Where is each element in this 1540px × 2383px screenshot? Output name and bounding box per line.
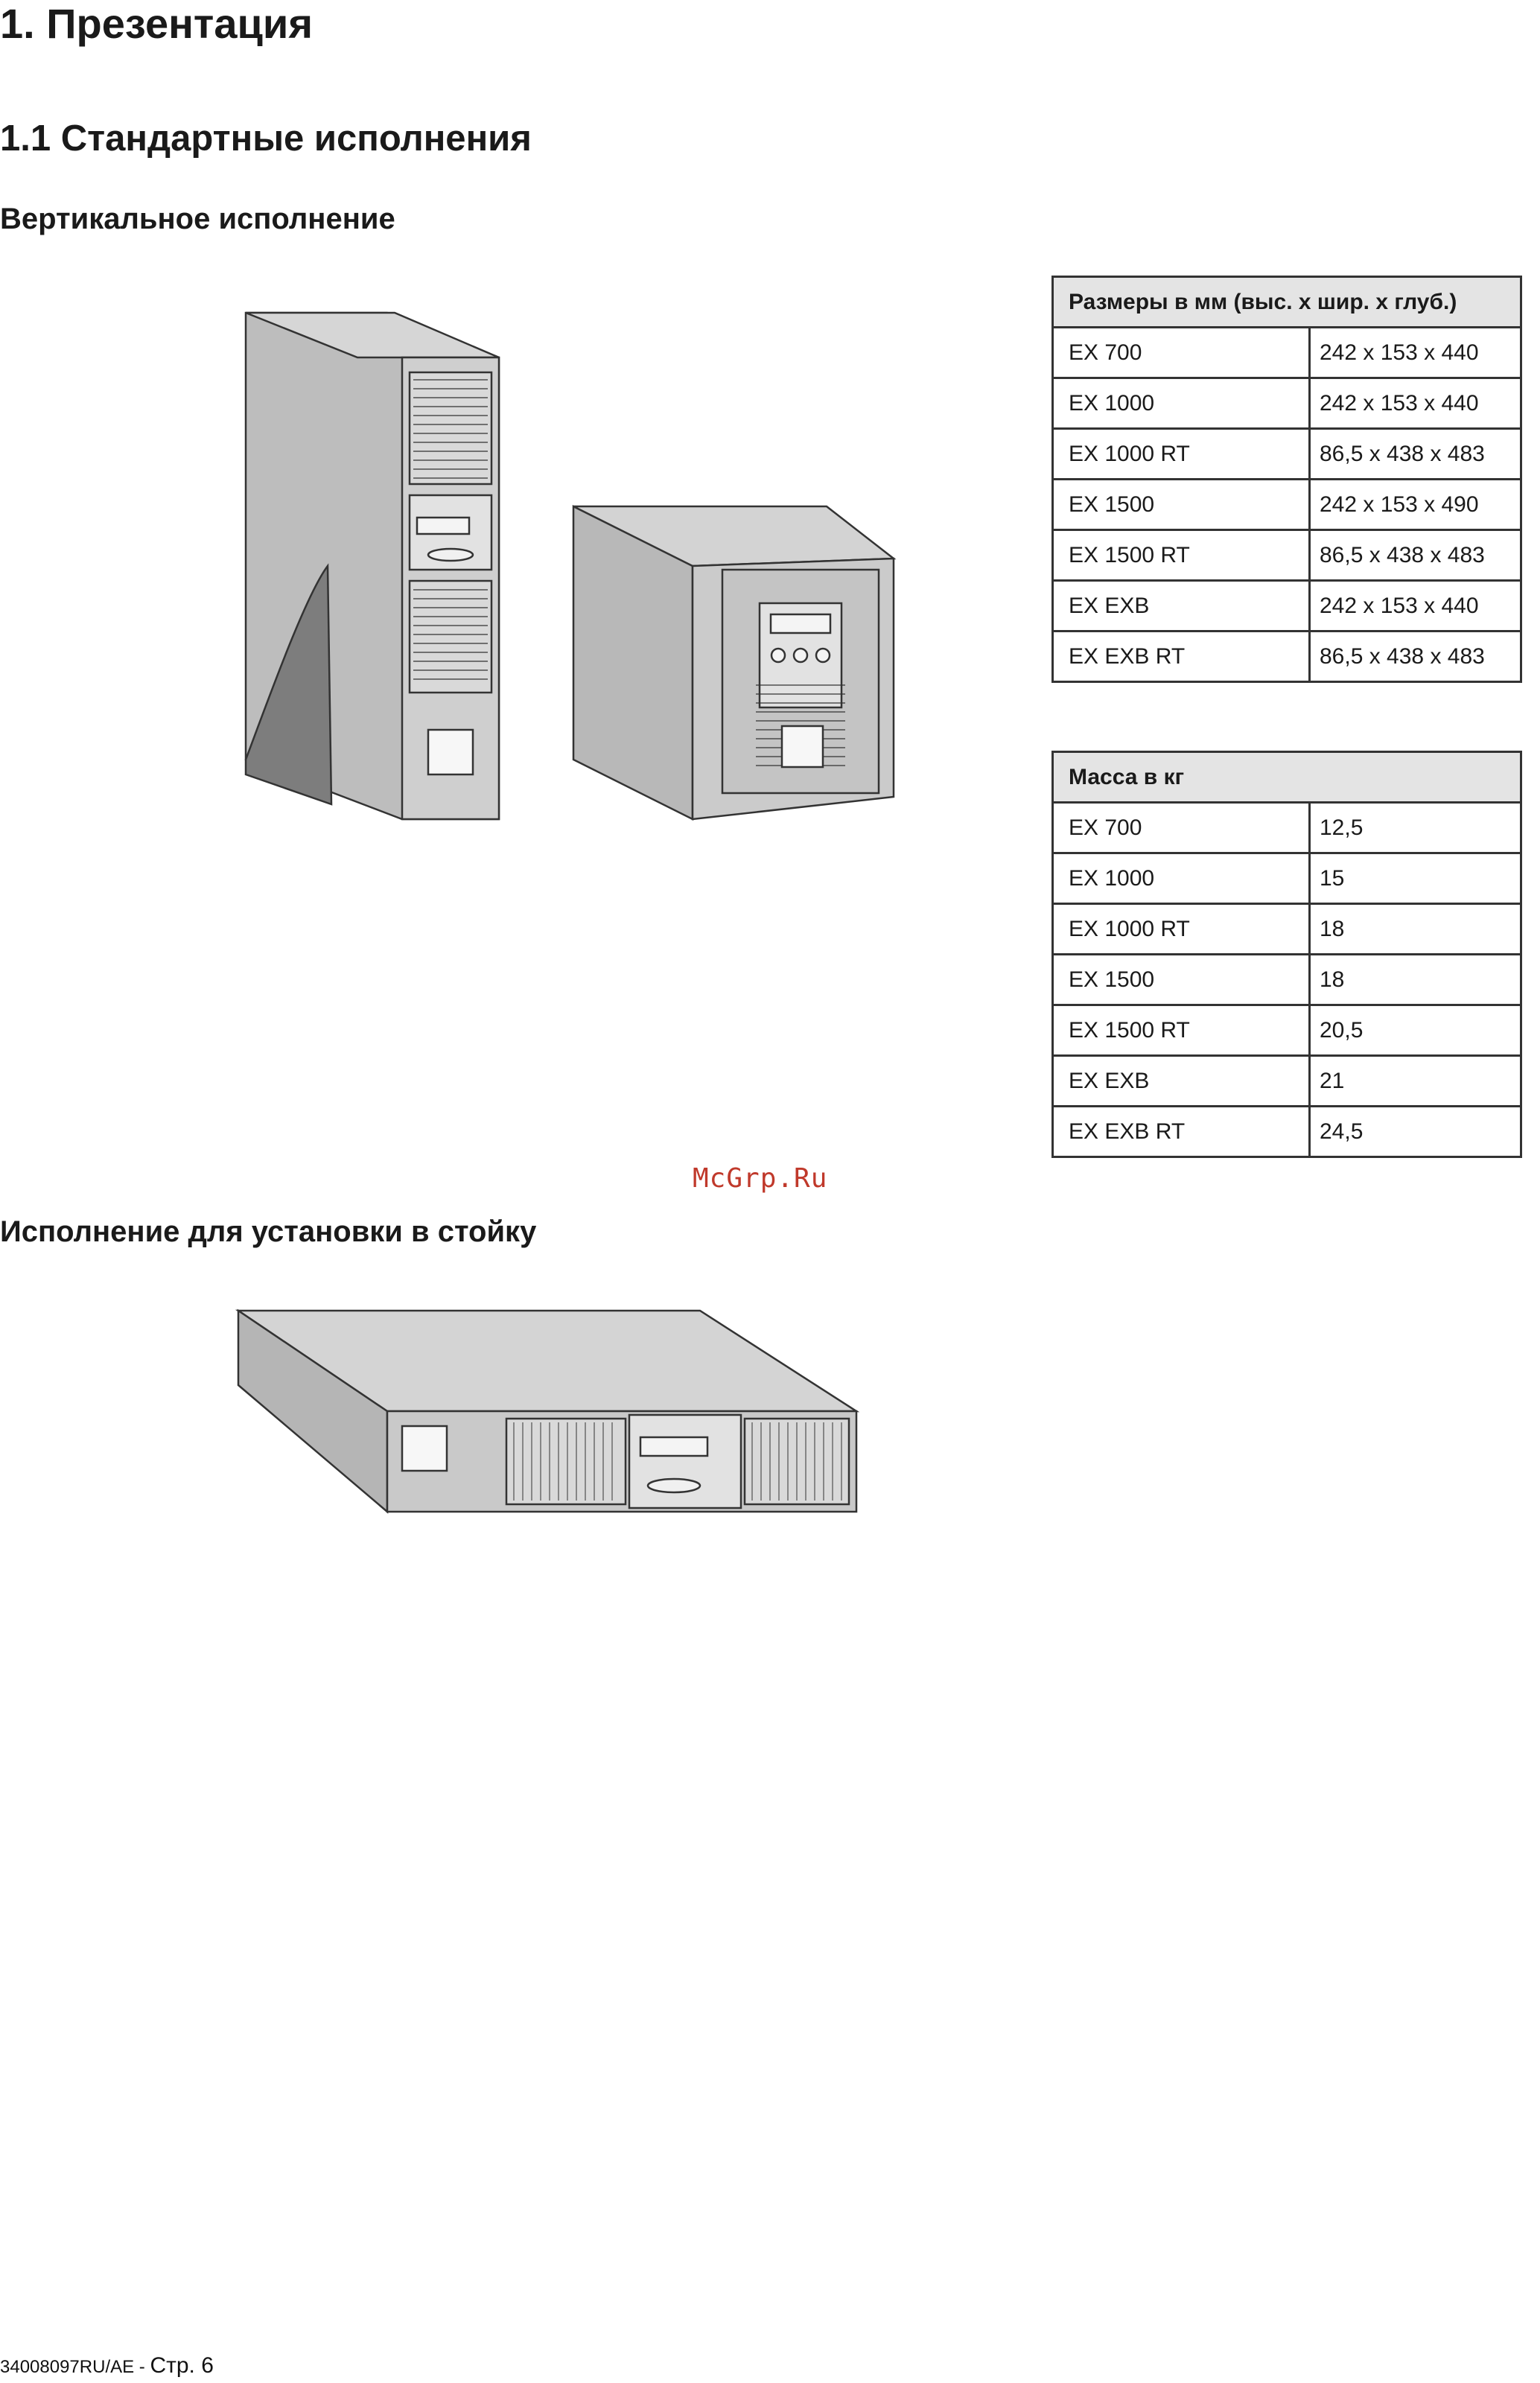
table-row [1053,1107,1521,1157]
page-title: 1. Презентация [0,0,314,47]
value-cell: 242 x 153 x 440 [1310,378,1521,429]
value-cell: 12,5 [1310,803,1521,853]
model-cell: EX EXB [1053,581,1310,631]
value-cell: 242 x 153 x 440 [1310,581,1521,631]
table-row [1053,530,1521,581]
footer-separator: - [134,2357,150,2377]
table-row [1053,429,1521,480]
table-row [1053,1056,1521,1107]
table-row [1053,631,1521,682]
model-cell: EX EXB [1053,1056,1310,1107]
value-cell: 21 [1310,1056,1521,1107]
model-cell: EX EXB RT [1053,631,1310,682]
page-number: Стр. 6 [150,2353,214,2378]
model-cell: EX 700 [1053,803,1310,853]
doc-code: 34008097RU/AE [0,2357,135,2377]
value-cell: 18 [1310,955,1521,1005]
value-cell: 86,5 x 438 x 483 [1310,530,1521,581]
table-row [1053,328,1521,378]
model-cell: EX 1000 RT [1053,904,1310,955]
dimensions-table-header: Размеры в мм (выс. x шир. x глуб.) [1053,277,1521,328]
table-row [1053,803,1521,853]
value-cell: 20,5 [1310,1005,1521,1056]
section-title: 1.1 Стандартные исполнения [0,118,532,159]
table-row [1053,581,1521,631]
model-cell: EX 1000 [1053,378,1310,429]
value-cell: 242 x 153 x 440 [1310,328,1521,378]
table-row [1053,1005,1521,1056]
subsection-vertical: Вертикальное исполнение [0,203,395,235]
mass-table-header: Масса в кг [1053,752,1521,803]
page-footer [0,2353,214,2379]
model-cell: EX EXB RT [1053,1107,1310,1157]
table-row [1053,480,1521,530]
value-cell: 18 [1310,904,1521,955]
ups-rack-illustration [223,1296,879,1534]
value-cell: 15 [1310,853,1521,904]
value-cell: 242 x 153 x 490 [1310,480,1521,530]
table-row [1053,955,1521,1005]
value-cell: 86,5 x 438 x 483 [1310,429,1521,480]
watermark: McGrp.Ru [693,1163,828,1194]
model-cell: EX 1500 [1053,955,1310,1005]
model-cell: EX 1000 RT [1053,429,1310,480]
model-cell: EX 1500 [1053,480,1310,530]
value-cell: 24,5 [1310,1107,1521,1157]
model-cell: EX 1500 RT [1053,530,1310,581]
model-cell: EX 700 [1053,328,1310,378]
table-row [1053,853,1521,904]
model-cell: EX 1000 [1053,853,1310,904]
value-cell: 86,5 x 438 x 483 [1310,631,1521,682]
ups-tower-illustration [223,283,1162,849]
mass-table [1051,751,1522,1158]
table-row [1053,378,1521,429]
dimensions-table [1051,276,1522,683]
subsection-rack: Исполнение для установки в стойку [0,1215,537,1248]
model-cell: EX 1500 RT [1053,1005,1310,1056]
table-row [1053,904,1521,955]
